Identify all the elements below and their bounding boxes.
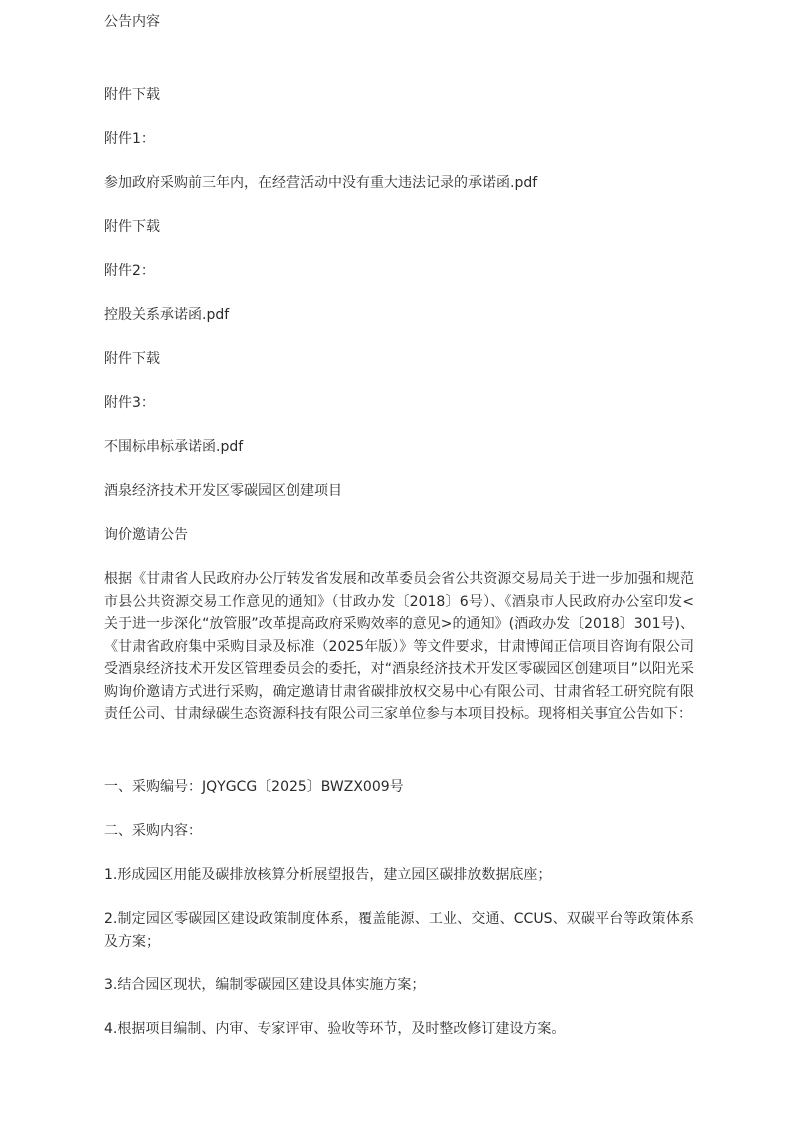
attachment-label-1: 附件1： — [104, 131, 155, 147]
list-item-4: 4.根据项目编制、内审、专家评审、验收等环节，及时整改修订建设方案。 — [104, 1021, 566, 1037]
attachment-filename-3[interactable]: 不围标串标承诺函.pdf — [104, 439, 244, 455]
attachment-label-2: 附件2： — [104, 263, 155, 279]
list-item-3: 3.结合园区现状，编制零碳园区建设具体实施方案； — [104, 977, 426, 993]
intro-paragraph: 根据《甘肃省人民政府办公厅转发省发展和改革委员会省公共资源交易局关于进一步加强和规范市县公共资源交易工作意见的通知》（甘政办发〔2018〕6号）、《酒泉市人民政府办公室印发<关于进一步深化“放管服”改革提高政府采购效率的意见>的通知》(酒政办发〔2018〕301号)、《甘肃省政府集中采购目录及标准（2025年版）》等文件要求，甘肃博闻正信项目咨询有限公司受酒泉经济技术开发区管理委员会的委托，对“酒泉经济技术开发区零碳园区创建项目”以阳光采购询价邀请方式进行采购，确定邀请甘肃省碳排放权交易中心有限公司、甘肃省轻工研究院有限责任公司、甘肃绿碳生态资源科技有限公司三家单位参与本项目投标。现将相关事宜公告如下： — [104, 571, 694, 722]
section-two-heading: 二、采购内容： — [104, 823, 202, 839]
attachment-download-link-3[interactable]: 附件下载 — [104, 351, 160, 367]
attachment-filename-2[interactable]: 控股关系承诺函.pdf — [104, 307, 230, 323]
attachment-label-3: 附件3： — [104, 395, 155, 411]
attachment-download-link-1[interactable]: 附件下载 — [104, 87, 160, 103]
project-title: 酒泉经济技术开发区零碳园区创建项目 — [104, 483, 342, 499]
notice-title: 询价邀请公告 — [104, 527, 188, 543]
section-one-procurement-number: 一、采购编号：JQYGCG〔2025〕BWZX009号 — [104, 779, 404, 795]
list-item-1: 1.形成园区用能及碳排放核算分析展望报告，建立园区碳排放数据底座； — [104, 867, 552, 883]
attachment-filename-1[interactable]: 参加政府采购前三年内，在经营活动中没有重大违法记录的承诺函.pdf — [104, 175, 538, 191]
list-item-2: 2.制定园区零碳园区建设政策制度体系，覆盖能源、工业、交通、CCUS、双碳平台等政策体系及方案； — [104, 911, 694, 950]
attachment-download-link-2[interactable]: 附件下载 — [104, 219, 160, 235]
announcement-header: 公告内容 — [104, 14, 160, 30]
